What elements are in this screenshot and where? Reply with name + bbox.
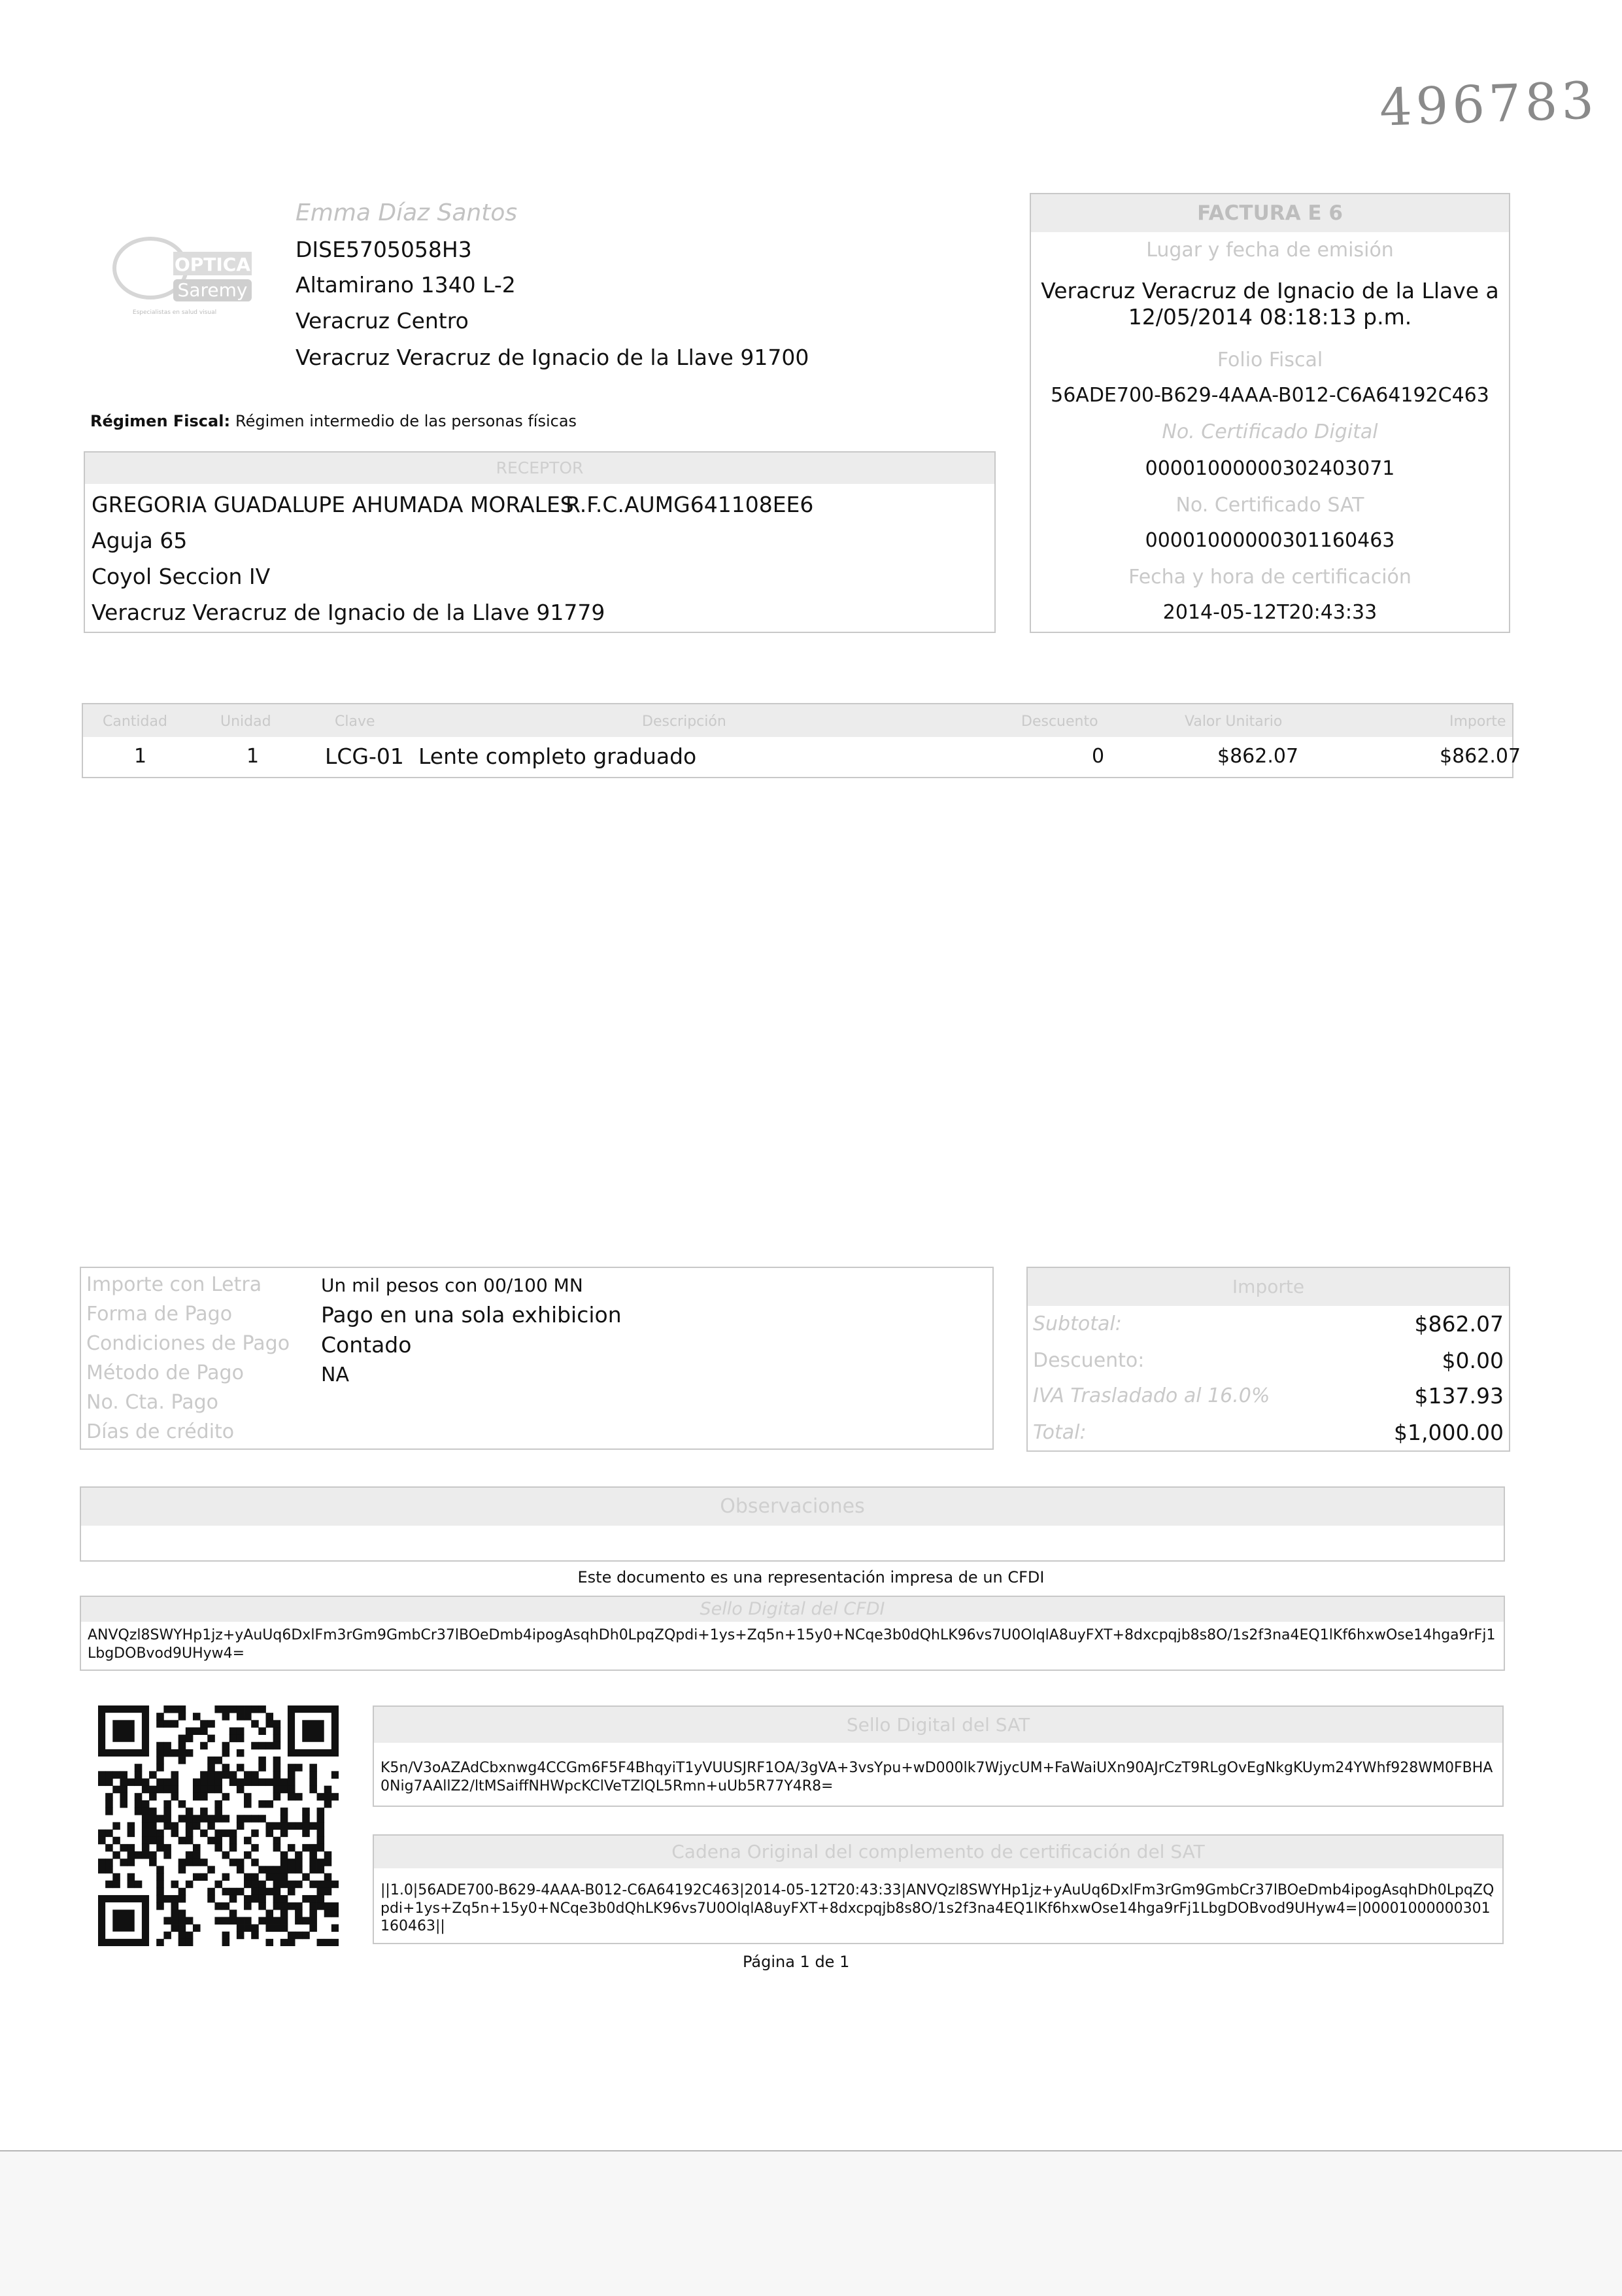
svg-text:Saremy: Saremy — [177, 279, 248, 301]
cert-digital-label: No. Certificado Digital — [1162, 420, 1378, 443]
subtotal-value: $862.07 — [1414, 1311, 1504, 1337]
issuer-rfc: DISE5705058H3 — [296, 237, 472, 262]
issuer-address-3: Veracruz Veracruz de Ignacio de la Llave 91700 — [296, 345, 809, 370]
items-table — [82, 703, 1521, 778]
cadena-original-box — [373, 1834, 1504, 1944]
qr-code-icon — [98, 1705, 339, 1946]
iva-value: $137.93 — [1414, 1383, 1504, 1409]
cadena-original-header: Cadena Original del complemento de certificación del SAT — [374, 1836, 1502, 1868]
cert-sat-value: 00001000000301160463 — [1145, 529, 1395, 552]
subtotal-label: Subtotal: — [1033, 1312, 1122, 1335]
receptor-address-2: Coyol Seccion IV — [92, 564, 271, 589]
col-header-importe: Importe — [1449, 713, 1506, 730]
observaciones-header: Observaciones — [81, 1488, 1504, 1526]
cell-descuento: 0 — [1092, 745, 1105, 768]
receptor-address-1: Aguja 65 — [92, 528, 188, 553]
invoice-info-box — [1030, 193, 1510, 633]
issuer-address-2: Veracruz Centro — [296, 308, 469, 334]
value-metodo: NA — [321, 1363, 349, 1386]
cell-descripcion: Lente completo graduado — [418, 744, 697, 769]
col-header-unidad: Unidad — [220, 713, 271, 730]
iva-label: IVA Trasladado al 16.0% — [1033, 1384, 1270, 1407]
col-header-valor-unitario: Valor Unitario — [1185, 713, 1283, 730]
col-header-descuento: Descuento — [1021, 713, 1098, 730]
cell-unidad: 1 — [246, 745, 260, 768]
sello-cfdi-header: Sello Digital del CFDI — [81, 1597, 1504, 1622]
issuer-name: Emma Díaz Santos — [296, 199, 518, 226]
total-label: Total: — [1033, 1421, 1087, 1444]
value-condiciones: Contado — [321, 1332, 412, 1358]
issuer-address-1: Altamirano 1340 L-2 — [296, 272, 516, 298]
payment-info-box — [80, 1267, 994, 1450]
folio-value: 56ADE700-B629-4AAA-B012-C6A64192C463 — [1051, 384, 1489, 407]
receptor-box — [84, 451, 996, 633]
value-importe-letra: Un mil pesos con 00/100 MN — [321, 1275, 583, 1296]
label-forma-pago: Forma de Pago — [86, 1303, 233, 1326]
sello-sat-header: Sello Digital del SAT — [374, 1707, 1502, 1743]
regimen-value: Régimen intermedio de las personas físicas — [235, 412, 577, 430]
regimen-label: Régimen Fiscal: — [90, 412, 231, 430]
descuento-value: $0.00 — [1442, 1348, 1504, 1373]
col-header-descripcion: Descripción — [642, 713, 726, 730]
optica-logo-icon — [88, 232, 262, 317]
invoice-title: FACTURA E 6 — [1031, 194, 1509, 232]
cfdi-note: Este documento es una representación impresa de un CFDI — [577, 1568, 1045, 1586]
cell-clave: LCG-01 — [325, 744, 404, 769]
receptor-name: GREGORIA GUADALUPE AHUMADA MORALES — [92, 492, 574, 517]
label-dias-credito: Días de crédito — [86, 1420, 235, 1443]
cell-importe: $862.07 — [1440, 745, 1521, 768]
totals-header: Importe — [1028, 1268, 1509, 1306]
label-metodo-pago: Método de Pago — [86, 1362, 244, 1384]
receptor-address-3: Veracruz Veracruz de Ignacio de la Llave 91779 — [92, 600, 605, 625]
scan-edge — [0, 2150, 1622, 2296]
cert-digital-value: 00001000000302403071 — [1145, 457, 1395, 480]
cert-date-value: 2014-05-12T20:43:33 — [1162, 601, 1377, 624]
place-date-line-2: 12/05/2014 08:18:13 p.m. — [1128, 304, 1412, 330]
svg-text:OPTICA: OPTICA — [174, 254, 251, 275]
cell-cantidad: 1 — [134, 745, 147, 768]
cell-valor-unitario: $862.07 — [1217, 745, 1299, 768]
place-date-line-1: Veracruz Veracruz de Ignacio de la Llave a — [1041, 278, 1499, 303]
cert-sat-label: No. Certificado SAT — [1175, 494, 1364, 517]
value-forma-pago: Pago en una sola exhibicion — [321, 1302, 622, 1328]
label-condiciones-pago: Condiciones de Pago — [86, 1332, 290, 1355]
sello-sat-box — [373, 1705, 1504, 1807]
svg-text:Especialistas en salud visual: Especialistas en salud visual — [132, 309, 217, 316]
cadena-original-value: ||1.0|56ADE700-B629-4AAA-B012-C6A64192C463|2014-05-12T20:43:33|ANVQzl8SWYHp1jz+yAuUq6DxlFm3rGm9GmbCr37lBOeDmb4ipogAsqhDh0LpqZQpdi+1ys+Zq5n+15y0+NCqe3b0dQhLK96vs7U0OlqlA8uyFXT+8dxcpqjb8s8O/1s2f3na4EQ1lKf6hxwOse14hga9rFj1LbgDOBvod9UHyw4=|00001000000301160463|| — [380, 1882, 1495, 1934]
col-header-cantidad: Cantidad — [103, 713, 167, 730]
page-number: Página 1 de 1 — [743, 1953, 850, 1971]
place-date-label: Lugar y fecha de emisión — [1146, 239, 1394, 262]
receptor-rfc: R.F.C.AUMG641108EE6 — [566, 492, 814, 517]
sello-cfdi-box — [80, 1596, 1505, 1671]
folio-label: Folio Fiscal — [1217, 349, 1323, 371]
handwritten-number: 496783 — [1378, 71, 1599, 138]
label-no-cta-pago: No. Cta. Pago — [86, 1391, 219, 1414]
items-table-header — [83, 704, 1512, 737]
total-value: $1,000.00 — [1394, 1420, 1504, 1445]
cert-date-label: Fecha y hora de certificación — [1128, 566, 1411, 589]
descuento-label: Descuento: — [1033, 1349, 1145, 1372]
receptor-header: RECEPTOR — [85, 453, 994, 484]
sello-cfdi-value: ANVQzl8SWYHp1jz+yAuUq6DxlFm3rGm9GmbCr37lBOeDmb4ipogAsqhDh0LpqZQpdi+1ys+Zq5n+15y0+NCqe3b0dQhLK96vs7U0OlqlA8uyFXT+8dxcpqjb8s8O/1s2f3na4EQ1lKf6hxwOse14hga9rFj1LbgDOBvod9UHyw4= — [88, 1627, 1496, 1662]
sello-sat-value: K5n/V3oAZAdCbxnwg4CCGm6F5F4BhqyiT1yVUUSJRF1OA/3gVA+3vsYpu+wD000lk7WjycUM+FaWaiUXn90AJrCzT9RLgOvEgNkgKUym24YWhf928WM0FBHA0Nig7AAllZ2/ltMSaiffNHWpcKClVeTZlQL5Rmn+uUb5R77Y4R8= — [380, 1760, 1493, 1794]
totals-box — [1026, 1267, 1510, 1452]
label-importe-letra: Importe con Letra — [86, 1273, 262, 1296]
observaciones-box — [80, 1486, 1505, 1562]
col-header-clave: Clave — [335, 713, 375, 730]
